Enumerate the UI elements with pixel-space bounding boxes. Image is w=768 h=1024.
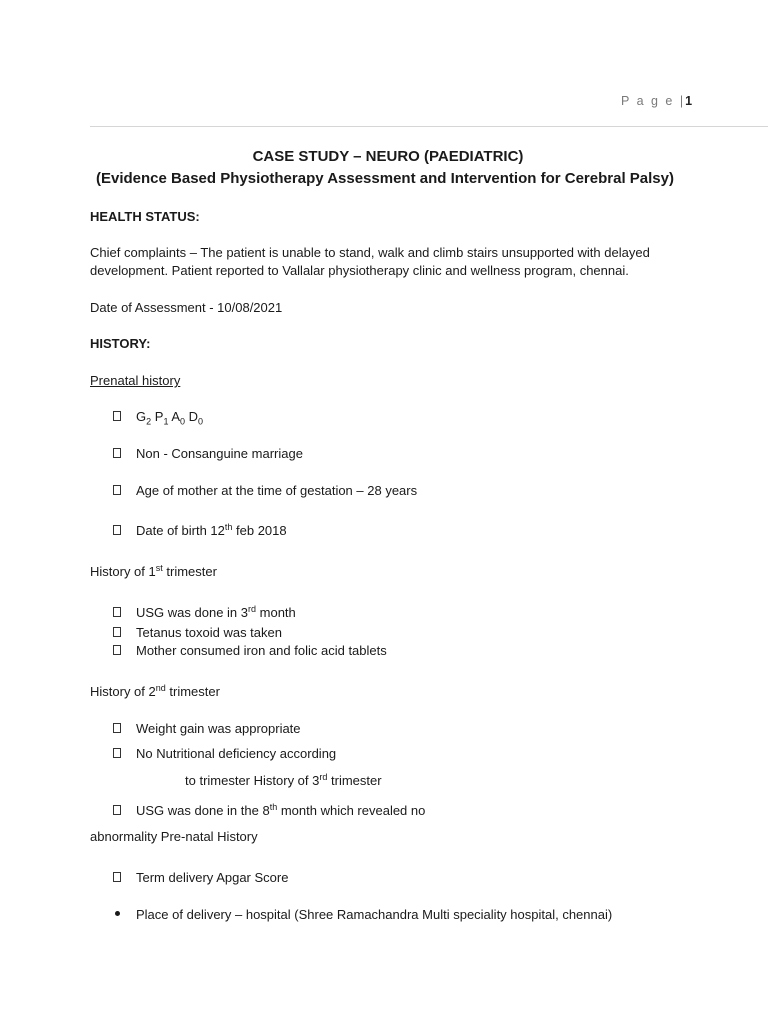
page-number (621, 94, 692, 108)
page-label: P a g e | (621, 94, 686, 108)
complaint-line-2: development. Patient reported to Vallalar physiotherapy clinic and wellness program, chennai. (90, 263, 629, 278)
checkbox-icon (113, 805, 121, 815)
list-item-dob: Date of birth 12th feb 2018 (136, 522, 287, 538)
checkbox-icon (113, 448, 121, 458)
list-item-place-of-delivery: Place of delivery – hospital (Shree Ramachandra Multi speciality hospital, chennai) (136, 907, 613, 922)
list-item-weight-gain: Weight gain was appropriate (136, 721, 301, 736)
list-item-term-delivery: Term delivery Apgar Score (136, 870, 289, 885)
first-trimester-heading: History of 1st trimester (90, 563, 217, 579)
checkbox-icon (113, 627, 121, 637)
list-item-iron-folic: Mother consumed iron and folic acid tablets (136, 643, 387, 658)
list-item-mother-age: Age of mother at the time of gestation – 28 years (136, 483, 418, 498)
bullet-icon (115, 911, 120, 916)
checkbox-icon (113, 411, 121, 421)
list-item-nutrition: No Nutritional deficiency according (136, 746, 337, 761)
checkbox-icon (113, 607, 121, 617)
document-subtitle: (Evidence Based Physiotherapy Assessment and Intervention for Cerebral Palsy) (96, 170, 674, 187)
list-item-marriage: Non - Consanguine marriage (136, 446, 303, 461)
second-trimester-heading: History of 2nd trimester (90, 683, 220, 699)
list-item-gpad: $G_2$ $P_1$ $A_0$ $D_0$ (136, 409, 204, 427)
checkbox-icon (113, 485, 121, 495)
complaint-line-1: Chief complaints – The patient is unable to stand, walk and climb stairs unsupported with delayed (90, 245, 650, 260)
list-item-tetanus: Tetanus toxoid was taken (136, 625, 282, 640)
abnormality-line: abnormality Pre-natal History (90, 829, 258, 844)
checkbox-icon (113, 645, 121, 655)
checkbox-icon (113, 723, 121, 733)
third-trimester-line: to trimester History of 3rd trimester (185, 772, 382, 788)
assessment-date: Date of Assessment - 10/08/2021 (90, 300, 283, 315)
checkbox-icon (113, 872, 121, 882)
history-heading: HISTORY: (90, 336, 151, 351)
prenatal-history-heading: Prenatal history (90, 373, 181, 388)
list-item-usg-8th: USG was done in the 8th month which revealed no (136, 802, 426, 818)
checkbox-icon (113, 748, 121, 758)
document-title: CASE STUDY – NEURO (PAEDIATRIC) (252, 148, 524, 165)
checkbox-icon (113, 525, 121, 535)
header-rule (90, 126, 768, 127)
list-item-usg-3rd: USG was done in 3rd month (136, 604, 296, 620)
page-number-value: 1 (685, 94, 693, 108)
health-status-heading: HEALTH STATUS: (90, 209, 200, 224)
